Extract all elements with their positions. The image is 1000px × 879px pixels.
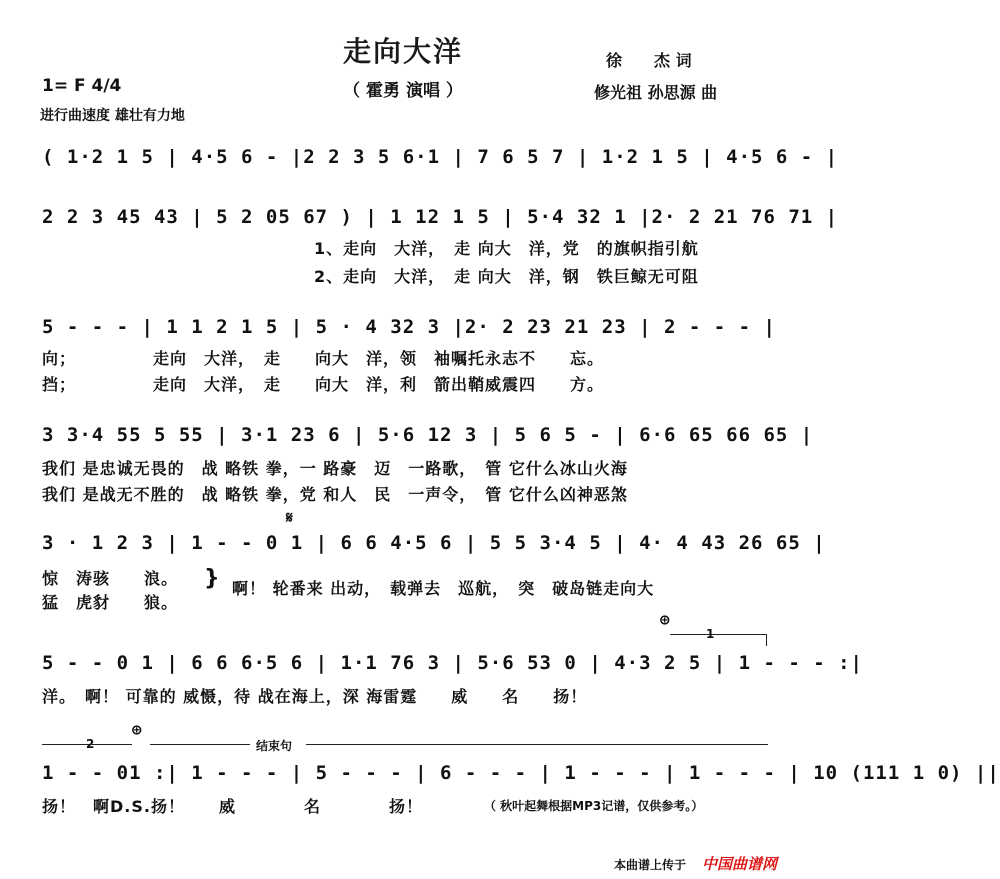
notation-row-5: 3 · 1 2 3 | 1 - - 0 1 | 6 6 4·5 6 | 5 5 3·4 5 | 4· 4 43 26 65 | xyxy=(42,532,826,554)
ending-bracket-right xyxy=(306,744,768,745)
lyric-row-4-verse-2: 我们 是战无不胜的 战 略铁 拳，党 和人 民 一声令， 管 它什么凶神恶煞 xyxy=(42,485,628,504)
volta-1-label: 1 xyxy=(706,627,715,641)
lyric-row-5-chorus: 啊！ 轮番来 出动， 载弹去 巡航， 突 破岛链走向大 xyxy=(232,579,655,598)
composer: 修光祖 孙思源 曲 xyxy=(594,83,718,102)
volta-2-label: 2 xyxy=(86,737,95,751)
notation-row-1: ( 1·2 1 5 | 4·5 6 - |2 2 3 5 6·1 | 7 6 5 7 | 1·2 1 5 | 4·5 6 - | xyxy=(42,146,839,168)
lyric-row-2-verse-2: 2、走向 大洋， 走 向大 洋，钢 铁巨鲸无可阻 xyxy=(314,267,699,286)
lyric-row-7: 扬！ 啊D.S.扬！ 威 名 扬！ xyxy=(42,797,423,816)
tempo-marking: 进行曲速度 雄壮有力地 xyxy=(40,108,185,124)
notation-row-3: 5 - - - | 1 1 2 1 5 | 5 · 4 32 3 |2· 2 23 21 23 | 2 - - - | xyxy=(42,316,776,338)
lyric-row-6: 洋。 啊！ 可靠的 威慑，待 战在海上，深 海雷霆 威 名 扬！ xyxy=(42,687,588,706)
lyric-row-5-verse-1: 惊 涛骇 浪。 xyxy=(42,569,179,588)
lyricist: 徐 杰 词 xyxy=(606,51,692,70)
lyric-row-2-verse-1: 1、走向 大洋， 走 向大 洋，党 的旗帜指引航 xyxy=(314,239,699,258)
lyric-row-3-verse-1: 向； 走向 大洋， 走 向大 洋，领 袖嘱托永志不 忘。 xyxy=(42,349,605,368)
verse-brace: } xyxy=(204,566,221,591)
transcription-note: （ 秋叶起舞根据MP3记谱，仅供参考。） xyxy=(484,799,704,813)
upload-credit: 本曲谱上传于 xyxy=(614,858,687,872)
notation-row-2: 2 2 3 45 43 | 5 2 05 67 ) | 1 12 1 5 | 5·4 32 1 |2· 2 21 76 71 | xyxy=(42,206,839,228)
volta-1-end xyxy=(766,634,767,646)
notation-row-7: 1 - - 01 :| 1 - - - | 5 - - - | 6 - - - | 1 - - - | 1 - - - | 10 (111 1 0) || xyxy=(42,762,1000,784)
coda-sign-2: ⊕ xyxy=(132,720,143,739)
song-title: 走向大洋 xyxy=(342,35,463,68)
lyric-row-3-verse-2: 挡； 走向 大洋， 走 向大 洋，利 箭出鞘威震四 方。 xyxy=(42,375,605,394)
volta-1-bracket xyxy=(670,634,766,635)
ending-label: 结束句 xyxy=(256,739,293,753)
site-logo: 中国曲谱网 xyxy=(702,855,778,873)
performer: （ 霍勇 演唱 ） xyxy=(343,81,463,101)
key-signature: 1= F 4/4 xyxy=(42,76,122,96)
notation-row-6: 5 - - 0 1 | 6 6 6·5 6 | 1·1 76 3 | 5·6 53 0 | 4·3 2 5 | 1 - - - :| xyxy=(42,652,863,674)
lyric-row-4-verse-1: 我们 是忠诚无畏的 战 略铁 拳，一 路豪 迈 一路歌， 管 它什么冰山火海 xyxy=(42,459,628,478)
segno-sign: 𝄋 xyxy=(286,508,294,527)
lyric-row-5-verse-2: 猛 虎豺 狼。 xyxy=(42,593,179,612)
notation-row-4: 3 3·4 55 5 55 | 3·1 23 6 | 5·6 12 3 | 5 6 5 - | 6·6 65 66 65 | xyxy=(42,424,814,446)
coda-sign-1: ⊕ xyxy=(660,610,671,629)
ending-bracket-left xyxy=(150,744,250,745)
